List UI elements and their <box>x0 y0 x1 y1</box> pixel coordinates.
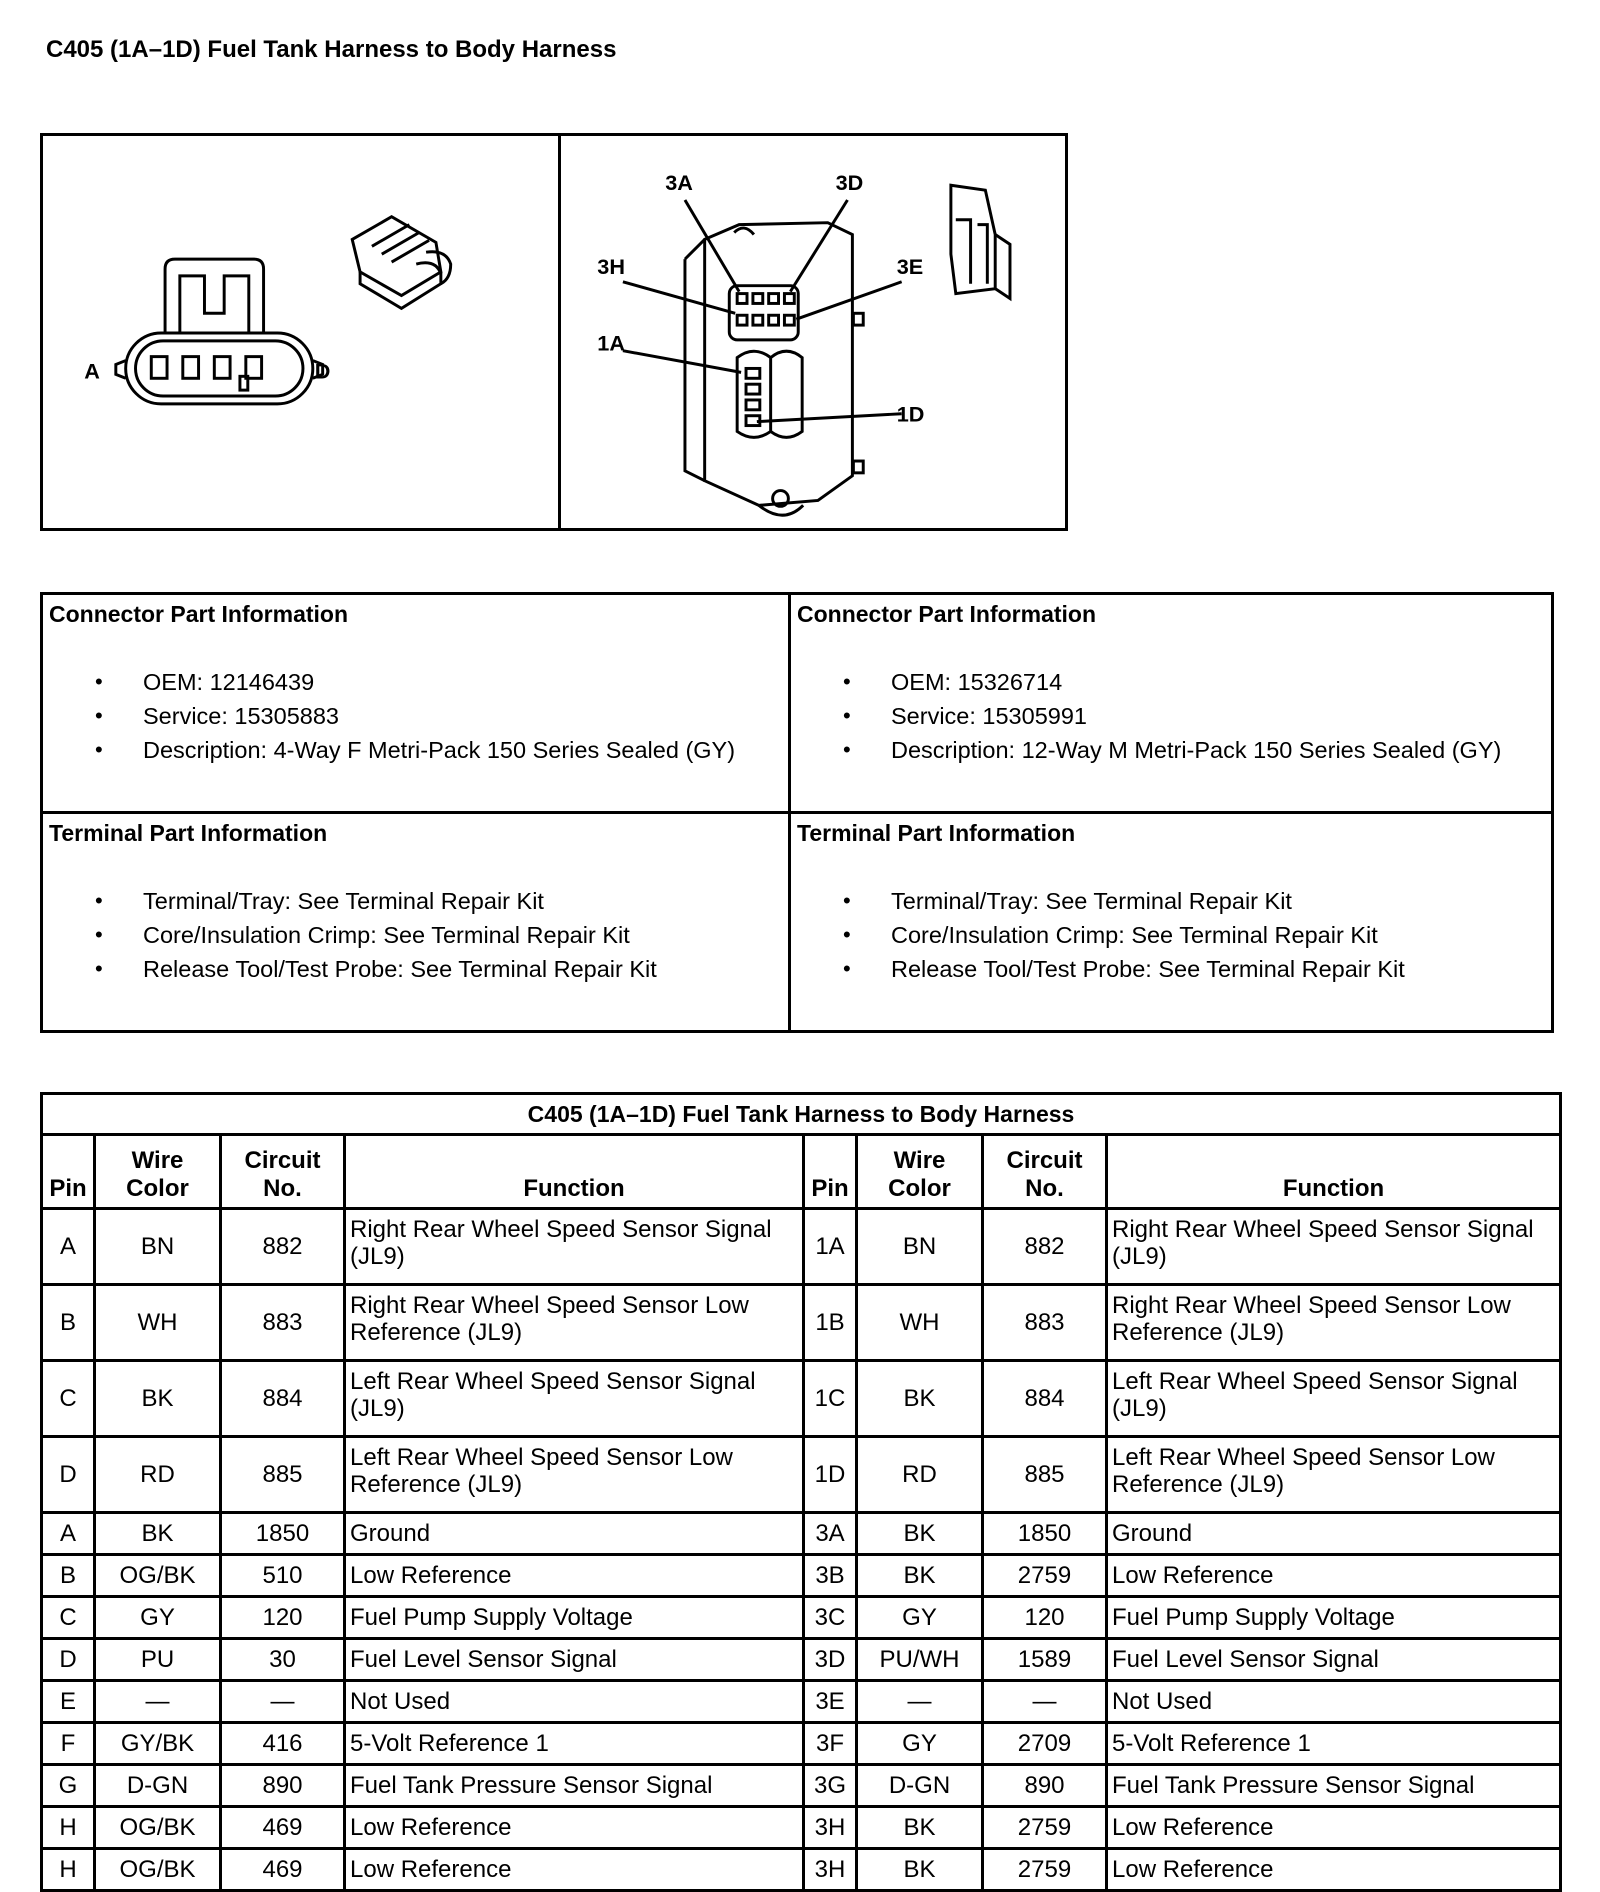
wire-color-cell: BN <box>857 1209 983 1285</box>
wire-color-cell: WH <box>95 1285 221 1361</box>
terminal-info-row <box>42 813 1553 1032</box>
table-row <box>42 1807 1561 1849</box>
pin-cell: E <box>42 1681 95 1723</box>
wire-color-cell: OG/BK <box>95 1555 221 1597</box>
pin-cell: D <box>42 1639 95 1681</box>
header-function: Function <box>345 1135 804 1209</box>
function-cell: Low Reference <box>345 1555 804 1597</box>
circuit-cell: 885 <box>983 1437 1107 1513</box>
function-cell: Fuel Pump Supply Voltage <box>1107 1597 1561 1639</box>
list-item: • Service: 15305883 <box>95 699 788 733</box>
list-item: • Service: 15305991 <box>843 699 1551 733</box>
function-cell: Low Reference <box>345 1807 804 1849</box>
circuit-cell: 884 <box>221 1361 345 1437</box>
pin-cell: B <box>42 1285 95 1361</box>
connector-figure <box>40 133 1068 531</box>
wire-color-cell: OG/BK <box>95 1849 221 1891</box>
wire-color-cell: D-GN <box>95 1765 221 1807</box>
function-cell: Ground <box>345 1513 804 1555</box>
function-cell: Not Used <box>1107 1681 1561 1723</box>
wire-color-cell: PU/WH <box>857 1639 983 1681</box>
circuit-cell: 120 <box>983 1597 1107 1639</box>
table-row <box>42 1639 1561 1681</box>
wire-color-cell: D-GN <box>857 1765 983 1807</box>
table-row <box>42 1209 1561 1285</box>
function-cell: Left Rear Wheel Speed Sensor Signal (JL9) <box>1107 1361 1561 1437</box>
function-cell: Left Rear Wheel Speed Sensor Low Reference (JL9) <box>345 1437 804 1513</box>
function-cell: Right Rear Wheel Speed Sensor Low Reference (JL9) <box>1107 1285 1561 1361</box>
terminal-info-heading: Terminal Part Information <box>49 820 328 846</box>
pin-cell: G <box>42 1765 95 1807</box>
function-cell: Low Reference <box>1107 1555 1561 1597</box>
connector-info-list <box>43 645 788 767</box>
pin-cell: 3E <box>804 1681 857 1723</box>
circuit-cell: 510 <box>221 1555 345 1597</box>
list-item: • OEM: 15326714 <box>843 665 1551 699</box>
circuit-cell: — <box>221 1681 345 1723</box>
list-item: • Release Tool/Test Probe: See Terminal Repair Kit <box>95 952 788 986</box>
connector-12way-drawing <box>561 136 1065 528</box>
pin-cell: C <box>42 1597 95 1639</box>
list-item: • OEM: 12146439 <box>95 665 788 699</box>
list-item: • Core/Insulation Crimp: See Terminal Repair Kit <box>843 918 1551 952</box>
wire-color-cell: OG/BK <box>95 1807 221 1849</box>
circuit-cell: 890 <box>983 1765 1107 1807</box>
pin-1a-label: 1A <box>597 330 625 356</box>
circuit-cell: 882 <box>983 1209 1107 1285</box>
circuit-cell: 882 <box>221 1209 345 1285</box>
pin-3h-label: 3H <box>597 253 625 279</box>
header-wire-color: Wire Color <box>857 1135 983 1209</box>
wire-color-cell: BK <box>857 1361 983 1437</box>
circuit-cell: — <box>983 1681 1107 1723</box>
connector-info-row <box>42 594 1553 813</box>
terminal-info-list <box>791 864 1551 986</box>
function-cell: 5-Volt Reference 1 <box>1107 1723 1561 1765</box>
pin-cell: B <box>42 1555 95 1597</box>
pin-cell: H <box>42 1849 95 1891</box>
function-cell: Low Reference <box>345 1849 804 1891</box>
function-cell: Right Rear Wheel Speed Sensor Low Reference (JL9) <box>345 1285 804 1361</box>
connector-4way-drawing <box>43 136 558 528</box>
function-cell: Right Rear Wheel Speed Sensor Signal (JL9) <box>1107 1209 1561 1285</box>
list-item: • Description: 12-Way M Metri-Pack 150 Series Sealed (GY) <box>843 733 1551 767</box>
wire-color-cell: BK <box>857 1849 983 1891</box>
connector-info-cell-right <box>790 594 1553 813</box>
list-item: • Terminal/Tray: See Terminal Repair Kit <box>843 884 1551 918</box>
circuit-cell: 469 <box>221 1849 345 1891</box>
connector-info-heading: Connector Part Information <box>49 601 349 627</box>
table-row <box>42 1513 1561 1555</box>
pin-cell: 3H <box>804 1849 857 1891</box>
terminal-info-heading: Terminal Part Information <box>797 820 1076 846</box>
pin-cell: F <box>42 1723 95 1765</box>
circuit-cell: 2709 <box>983 1723 1107 1765</box>
connector-info-list <box>791 645 1551 767</box>
wire-color-cell: BK <box>95 1513 221 1555</box>
terminal-info-cell-right <box>790 813 1553 1032</box>
connector-info-cell-left <box>42 594 790 813</box>
circuit-cell: 890 <box>221 1765 345 1807</box>
pin-cell: 3H <box>804 1807 857 1849</box>
circuit-cell: 2759 <box>983 1849 1107 1891</box>
table-row <box>42 1361 1561 1437</box>
wire-color-cell: BN <box>95 1209 221 1285</box>
list-item: • Terminal/Tray: See Terminal Repair Kit <box>95 884 788 918</box>
wire-color-cell: BK <box>857 1807 983 1849</box>
pin-cell: 3F <box>804 1723 857 1765</box>
function-cell: Not Used <box>345 1681 804 1723</box>
wire-color-cell: PU <box>95 1639 221 1681</box>
wire-color-cell: BK <box>95 1361 221 1437</box>
circuit-cell: 1589 <box>983 1639 1107 1681</box>
header-function: Function <box>1107 1135 1561 1209</box>
connector-info-heading: Connector Part Information <box>797 601 1097 627</box>
pin-3e-label: 3E <box>896 253 924 279</box>
circuit-cell: 2759 <box>983 1555 1107 1597</box>
pin-cell: 3B <box>804 1555 857 1597</box>
pinout-table <box>40 1092 1562 1892</box>
pin-cell: 1C <box>804 1361 857 1437</box>
circuit-cell: 1850 <box>221 1513 345 1555</box>
circuit-cell: 2759 <box>983 1807 1107 1849</box>
connector-12way-panel <box>561 136 1065 528</box>
function-cell: Fuel Level Sensor Signal <box>345 1639 804 1681</box>
function-cell: Fuel Tank Pressure Sensor Signal <box>345 1765 804 1807</box>
pinout-title: C405 (1A–1D) Fuel Tank Harness to Body Harness <box>42 1094 1561 1135</box>
wire-color-cell: GY <box>857 1597 983 1639</box>
circuit-cell: 416 <box>221 1723 345 1765</box>
pin-cell: 3D <box>804 1639 857 1681</box>
header-pin: Pin <box>42 1135 95 1209</box>
wire-color-cell: BK <box>857 1555 983 1597</box>
pin-cell: A <box>42 1513 95 1555</box>
table-row <box>42 1597 1561 1639</box>
list-item: • Core/Insulation Crimp: See Terminal Repair Kit <box>95 918 788 952</box>
header-wire-color: Wire Color <box>95 1135 221 1209</box>
header-circuit-no: Circuit No. <box>983 1135 1107 1209</box>
pin-cell: D <box>42 1437 95 1513</box>
circuit-cell: 885 <box>221 1437 345 1513</box>
pinout-body <box>42 1209 1561 1891</box>
wire-color-cell: GY <box>95 1597 221 1639</box>
terminal-info-cell-left <box>42 813 790 1032</box>
list-item: • Description: 4-Way F Metri-Pack 150 Series Sealed (GY) <box>95 733 788 767</box>
table-row <box>42 1849 1561 1891</box>
circuit-cell: 884 <box>983 1361 1107 1437</box>
table-row <box>42 1285 1561 1361</box>
wire-color-cell: GY/BK <box>95 1723 221 1765</box>
circuit-cell: 883 <box>983 1285 1107 1361</box>
table-row <box>42 1681 1561 1723</box>
connector-4way-panel <box>43 136 561 528</box>
pin-d-label: D <box>314 358 331 384</box>
pinout-header-row <box>42 1135 1561 1209</box>
pin-cell: 1A <box>804 1209 857 1285</box>
pin-cell: 1B <box>804 1285 857 1361</box>
header-circuit-no: Circuit No. <box>221 1135 345 1209</box>
pin-cell: C <box>42 1361 95 1437</box>
function-cell: Fuel Level Sensor Signal <box>1107 1639 1561 1681</box>
table-row <box>42 1765 1561 1807</box>
terminal-info-list <box>43 864 788 986</box>
wire-color-cell: RD <box>95 1437 221 1513</box>
pin-cell: A <box>42 1209 95 1285</box>
wire-color-cell: — <box>857 1681 983 1723</box>
function-cell: Low Reference <box>1107 1807 1561 1849</box>
pin-a-label: A <box>84 358 100 384</box>
function-cell: Low Reference <box>1107 1849 1561 1891</box>
pin-cell: 3A <box>804 1513 857 1555</box>
function-cell: Fuel Tank Pressure Sensor Signal <box>1107 1765 1561 1807</box>
wire-color-cell: BK <box>857 1513 983 1555</box>
wire-color-cell: RD <box>857 1437 983 1513</box>
list-item: • Release Tool/Test Probe: See Terminal Repair Kit <box>843 952 1551 986</box>
pin-cell: 1D <box>804 1437 857 1513</box>
function-cell: Ground <box>1107 1513 1561 1555</box>
circuit-cell: 469 <box>221 1807 345 1849</box>
pin-3a-label: 3A <box>665 170 693 196</box>
function-cell: Left Rear Wheel Speed Sensor Low Reference (JL9) <box>1107 1437 1561 1513</box>
table-row <box>42 1723 1561 1765</box>
header-pin: Pin <box>804 1135 857 1209</box>
wire-color-cell: WH <box>857 1285 983 1361</box>
circuit-cell: 120 <box>221 1597 345 1639</box>
page-title: C405 (1A–1D) Fuel Tank Harness to Body Harness <box>46 36 617 63</box>
pinout-title-row <box>42 1094 1561 1135</box>
function-cell: 5-Volt Reference 1 <box>345 1723 804 1765</box>
circuit-cell: 30 <box>221 1639 345 1681</box>
pin-cell: 3G <box>804 1765 857 1807</box>
function-cell: Right Rear Wheel Speed Sensor Signal (JL9) <box>345 1209 804 1285</box>
wire-color-cell: GY <box>857 1723 983 1765</box>
circuit-cell: 883 <box>221 1285 345 1361</box>
table-row <box>42 1555 1561 1597</box>
pin-3d-label: 3D <box>835 170 864 196</box>
pin-cell: 3C <box>804 1597 857 1639</box>
pin-1d-label: 1D <box>896 401 925 427</box>
function-cell: Left Rear Wheel Speed Sensor Signal (JL9) <box>345 1361 804 1437</box>
table-row <box>42 1437 1561 1513</box>
part-info-table <box>40 592 1554 1033</box>
function-cell: Fuel Pump Supply Voltage <box>345 1597 804 1639</box>
circuit-cell: 1850 <box>983 1513 1107 1555</box>
wire-color-cell: — <box>95 1681 221 1723</box>
pin-cell: H <box>42 1807 95 1849</box>
